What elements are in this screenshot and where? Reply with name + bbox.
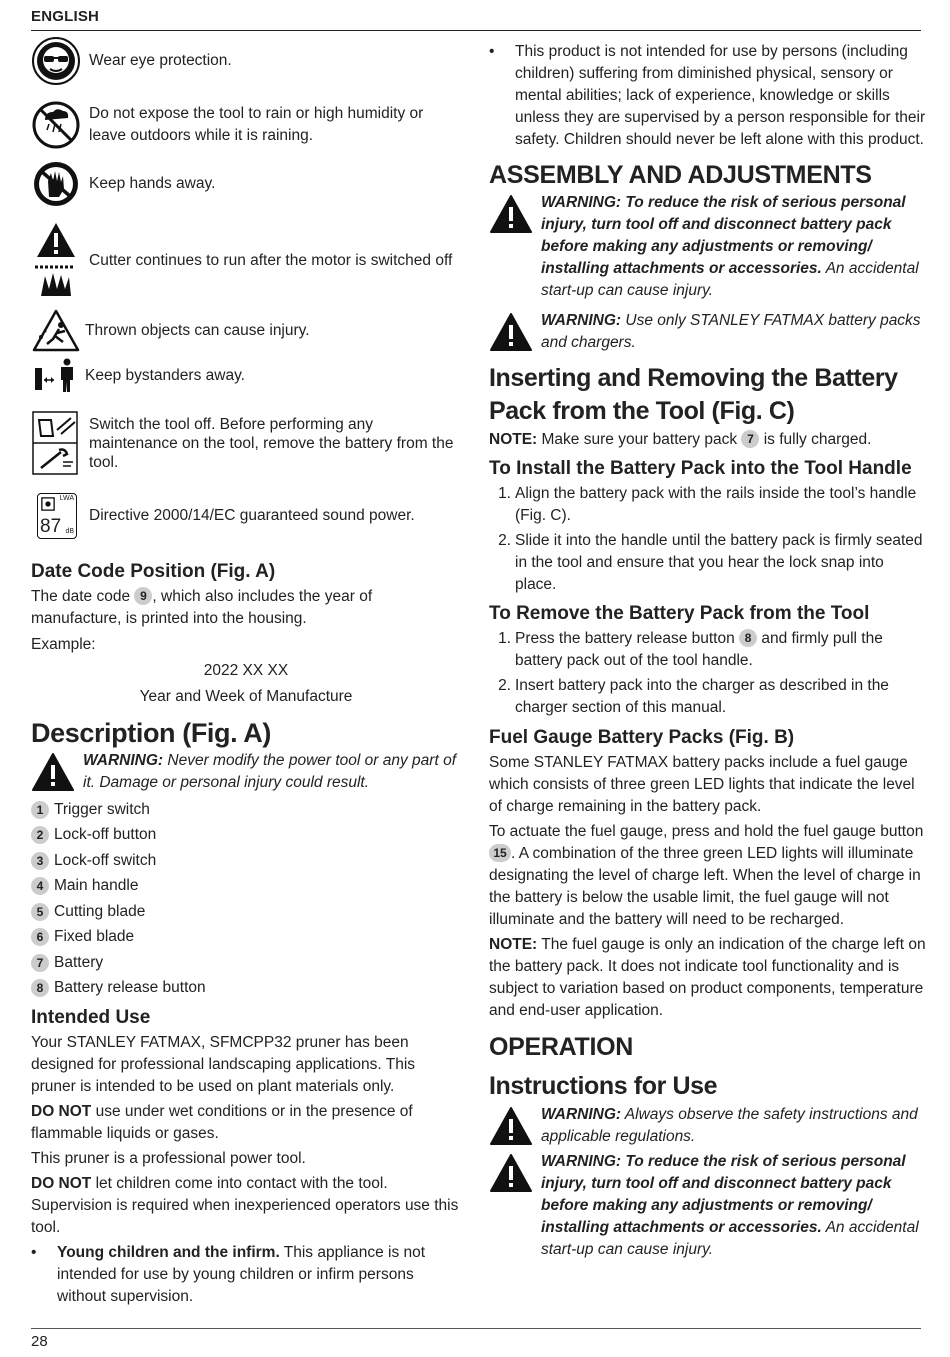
paragraph [31, 586, 461, 630]
step-number: 2. [498, 532, 511, 549]
thrown-objects-icon [31, 309, 81, 353]
list-item [31, 899, 461, 925]
list-item [31, 976, 461, 1002]
symbol-row [31, 410, 459, 476]
footer-rule [31, 1328, 921, 1329]
paragraph [489, 429, 929, 451]
text: The fuel gauge is only an indication of the charge left on the battery pack. It does not indicate tool functionality and is subject to variation based on product components, temperature and end-user application. [489, 936, 926, 1019]
list-item [489, 628, 929, 672]
text: Use only STANLEY FATMAX battery packs and chargers. [541, 312, 921, 351]
sound-power-icon [37, 493, 77, 539]
lwa-label: LWA [59, 495, 74, 502]
step-text [515, 628, 929, 672]
paragraph: This pruner is a professional power tool. [31, 1150, 306, 1167]
speaker-icon [41, 497, 55, 511]
step-text: Slide it into the handle until the battery pack is firmly seated in the tool and ensure that you hear the lock snap into place. [515, 532, 923, 593]
text: Make sure your battery pack [537, 431, 738, 448]
section-heading: Date Code Position (Fig. A) [31, 561, 276, 582]
parts-list [31, 797, 461, 1001]
text: To actuate the fuel gauge, press and hold the fuel gauge button [489, 823, 924, 840]
item-label: Trigger switch [54, 800, 150, 818]
bullet-item [489, 41, 929, 151]
bold-text: DO NOT [31, 1175, 92, 1192]
step-number: 1. [498, 485, 511, 502]
list-item [31, 925, 461, 951]
page-number: 28 [31, 1333, 48, 1350]
subsection-heading: To Install the Battery Pack into the Tool Handle [489, 458, 912, 479]
bold-text: DO NOT [31, 1103, 92, 1120]
date-code-section [31, 560, 461, 708]
warning-icon [31, 752, 75, 792]
warning-block [489, 1104, 929, 1148]
number-badge: 8 [31, 979, 49, 997]
eye-protection-icon [31, 36, 81, 86]
install-steps [489, 483, 929, 596]
warning-text [541, 192, 929, 302]
item-label: Lock-off switch [54, 851, 157, 869]
operation-section [489, 1032, 929, 1261]
description-section [31, 717, 461, 1001]
bullet-item [31, 1242, 461, 1308]
list-item [31, 848, 461, 874]
section-heading: Inserting and Removing the Battery Pack from the Tool (Fig. C) [489, 364, 898, 425]
bullet-dot: • [31, 1244, 37, 1261]
number-badge: 8 [739, 629, 757, 647]
list-item [31, 797, 461, 823]
symbol-text: Switch the tool off. Before performing any maintenance on the tool, remove the battery from the tool. [89, 415, 454, 471]
warning-label: WARNING: [541, 1106, 622, 1123]
symbol-text: Wear eye protection. [89, 52, 232, 69]
warning-text [541, 1151, 929, 1261]
warning-block [489, 192, 929, 302]
bullet-dot: • [489, 43, 495, 60]
header-bar [31, 8, 921, 31]
assembly-section [489, 160, 929, 354]
symbol-row [31, 309, 310, 353]
warning-icon [489, 312, 533, 352]
warning-icon [489, 1153, 533, 1193]
warning-block [489, 310, 929, 354]
warning-label: WARNING: [83, 752, 164, 769]
list-item [31, 823, 461, 849]
number-badge: 2 [31, 826, 49, 844]
text: , which also includes the year of manufacture, is printed into the housing. [31, 588, 373, 627]
symbol-row [31, 221, 452, 301]
number-badge: 3 [31, 852, 49, 870]
text: let children come into contact with the tool. Supervision is required when inexperienced operators use this tool. [31, 1175, 459, 1236]
symbol-text: Directive 2000/14/EC guaranteed sound power. [89, 507, 415, 524]
warning-block [489, 1151, 929, 1261]
text: Never modify the power tool or any part of it. Damage or personal injury could result. [83, 752, 456, 791]
note-label: NOTE: [489, 936, 538, 953]
warning-text [541, 1104, 929, 1148]
text: and firmly pull the battery pack out of the tool handle. [515, 630, 883, 669]
warning-text [541, 310, 929, 354]
subsection-heading: To Remove the Battery Pack from the Tool [489, 603, 870, 624]
intended-use-section [31, 1006, 461, 1308]
list-item [31, 950, 461, 976]
db-label: dB [65, 528, 74, 535]
symbol-text: Thrown objects can cause injury. [85, 322, 310, 339]
symbol-text: Keep bystanders away. [85, 367, 245, 384]
item-label: Fixed blade [54, 928, 135, 946]
right-column [489, 41, 929, 1261]
example-value: 2022 XX XX [203, 662, 289, 679]
number-badge: 6 [31, 928, 49, 946]
symbol-row [31, 358, 245, 394]
warning-label: WARNING: [541, 312, 622, 329]
symbol-row [31, 492, 415, 540]
section-heading: OPERATION [489, 1033, 634, 1061]
paragraph: Your STANLEY FATMAX, SFMCPP32 pruner has been designed for professional landscaping applications. This pruner is intended to be used on plant materials only. [31, 1034, 416, 1095]
step-text: Align the battery pack with the rails inside the tool’s handle (Fig. C). [515, 485, 917, 524]
keep-hands-away-icon [31, 159, 81, 209]
language-label: ENGLISH [31, 8, 100, 25]
symbol-row [31, 36, 232, 86]
warning-text [83, 750, 461, 794]
step-number: 1. [498, 630, 511, 647]
example-caption: Year and Week of Manufacture [139, 688, 353, 705]
item-label: Battery release button [54, 979, 206, 997]
subsection-heading: Fuel Gauge Battery Packs (Fig. B) [489, 727, 795, 748]
number-badge: 4 [31, 877, 49, 895]
number-badge: 5 [31, 903, 49, 921]
text: . A combination of the three green LED lights will illuminate designating the level of charge left. When the level of charge in the battery is below the usable limit, the fuel gauge will not illuminate and the battery will need to be recharged. [489, 845, 921, 928]
warning-block [31, 750, 461, 794]
number-badge: 1 [31, 801, 49, 819]
list-item [489, 675, 929, 719]
warning-bold: WARNING: To reduce the risk of serious personal injury, turn tool off and disconnect battery pack before making any adjustments or removing/ installing attachments or accessories. [541, 1153, 906, 1236]
sound-value: 87 [40, 516, 62, 537]
symbol-text: Keep hands away. [89, 175, 216, 192]
paragraph [31, 1101, 461, 1145]
paragraph: This product is not intended for use by persons (including children) suffering from diminished physical, sensory or mental abilities; lack of experience, knowledge or skills unless they are supervised by a person responsible for their safety. Children should never be left alone with this product. [515, 43, 926, 148]
subsection-heading: Instructions for Use [489, 1072, 718, 1100]
paragraph [489, 934, 929, 1022]
warning-bold: WARNING: To reduce the risk of serious personal injury, turn tool off and disconnect battery pack before making any adjustments or removing/ installing attachments or accessories. [541, 194, 906, 277]
paragraph [31, 1173, 461, 1239]
list-item [489, 483, 929, 527]
text: Always observe the safety instructions and applicable regulations. [541, 1106, 918, 1145]
text: An accidental start-up can cause injury. [541, 260, 919, 299]
symbol-row [31, 99, 449, 151]
section-heading: Intended Use [31, 1007, 151, 1028]
warning-icon [489, 194, 533, 234]
item-label: Cutting blade [54, 902, 146, 920]
number-badge: 7 [31, 954, 49, 972]
fuel-gauge-section [489, 726, 929, 1022]
battery-section [489, 362, 929, 719]
warning-icon [489, 1106, 533, 1146]
number-badge: 7 [741, 430, 759, 448]
no-rain-icon [31, 100, 81, 150]
example-label: Example: [31, 636, 96, 653]
note-label: NOTE: [489, 431, 538, 448]
item-label: Main handle [54, 877, 139, 895]
section-heading: Description (Fig. A) [31, 718, 271, 748]
list-item [489, 530, 929, 596]
remove-steps [489, 628, 929, 719]
item-label: Lock-off button [54, 826, 157, 844]
paragraph: Some STANLEY FATMAX battery packs include a fuel gauge which consists of three green LED lights that indicate the level of charge remaining in the battery pack. [489, 754, 915, 815]
step-number: 2. [498, 677, 511, 694]
item-label: Battery [54, 953, 104, 971]
text: This appliance is not intended for use by young children or infirm persons without supervision. [57, 1244, 426, 1305]
cutter-runs-icon [31, 221, 81, 301]
text: The date code [31, 588, 131, 605]
text: is fully charged. [759, 431, 872, 448]
section-heading: ASSEMBLY AND ADJUSTMENTS [489, 161, 872, 189]
list-item [31, 874, 461, 900]
paragraph [489, 821, 929, 931]
maintenance-icon [31, 410, 81, 476]
bystanders-icon [31, 358, 81, 394]
text: use under wet conditions or in the presence of flammable liquids or gases. [31, 1103, 413, 1142]
paragraph [57, 1242, 461, 1308]
text: An accidental start-up can cause injury. [541, 1219, 919, 1258]
symbol-text: Cutter continues to run after the motor is switched off [89, 252, 453, 269]
bold-text: Young children and the infirm. [57, 1244, 280, 1261]
number-badge: 15 [489, 844, 511, 862]
step-text: Insert battery pack into the charger as described in the charger section of this manual. [515, 677, 889, 716]
text: Press the battery release button [515, 630, 735, 647]
symbol-row [31, 159, 215, 209]
symbol-text: Do not expose the tool to rain or high humidity or leave outdoors while it is raining. [89, 105, 424, 144]
number-badge: 9 [134, 587, 152, 605]
